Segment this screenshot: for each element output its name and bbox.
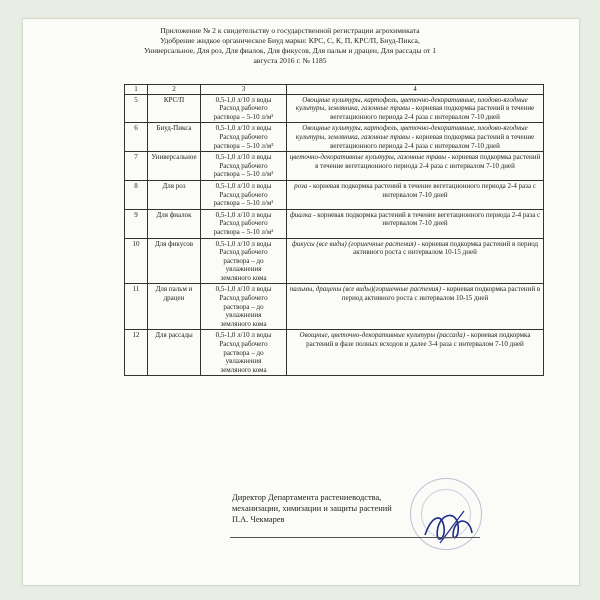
product-name: Универсальное (148, 152, 201, 181)
dosage-line: Расход рабочего (219, 248, 268, 257)
dosage-line: земляного кома (220, 319, 267, 328)
product-name: Для рассады (148, 330, 201, 376)
document-header (135, 26, 445, 66)
dosage-cell (201, 238, 287, 284)
dosage-line: 0,5-1,0 л/10 л воды (215, 124, 272, 133)
dosage-line: раствора – 5-10 л/м² (213, 199, 274, 208)
signer-title-line-1: Директор Департамента растениеводства, (232, 493, 382, 502)
table-row (125, 238, 544, 284)
signature-block (232, 492, 392, 525)
dosage-cell (201, 330, 287, 376)
table-row (125, 284, 544, 330)
row-number: 11 (125, 284, 148, 330)
application-cell (287, 123, 544, 152)
product-name: Для фиалок (148, 209, 201, 238)
dosage-line: 0,5-1,0 л/10 л воды (215, 239, 272, 248)
dosage-line: Расход рабочего (219, 340, 268, 349)
method-text: - корневая подкормка растений в течение вегетационного периода 2-4 раза с интервалом 7-10 дней (315, 153, 541, 170)
dosage-line: 0,5-1,0 л/10 л воды (215, 181, 272, 190)
application-cell (287, 94, 544, 123)
header-line-3: Универсальное, Для роз, Для фиалок, Для фикусов, Для пальм и драцен, Для рассады от 1 (143, 46, 437, 55)
dosage-line: раствора – до (223, 302, 264, 311)
application-cell (287, 238, 544, 284)
product-name: КРС/П (148, 94, 201, 123)
dosage-line: увлажнения (225, 357, 262, 366)
table-row (125, 152, 544, 181)
product-name: Для пальм и драцен (148, 284, 201, 330)
dosage-line: раствора – до (223, 256, 264, 265)
application-cell (287, 284, 544, 330)
column-header: 4 (287, 85, 544, 95)
dosage-line: раствора – 5-10 л/м² (213, 112, 274, 121)
header-line-1: Приложение № 2 к свидетельству о государственной регистрации агрохимиката (160, 26, 420, 35)
method-text: - корневая подкормка растений в период активного роста с интервалом 10-15 дней (341, 285, 541, 303)
crops-text: Овощные культуры, картофель, цветочно-декоративные, плодово-ягодные культуры, земляника, газонные травы (295, 124, 528, 141)
application-cell (287, 152, 544, 181)
signer-name: П.А. Чекмарев (232, 515, 285, 524)
dosage-cell (201, 152, 287, 181)
row-number: 6 (125, 123, 148, 152)
row-number: 10 (125, 238, 148, 284)
dosage-line: Расход рабочего (219, 132, 268, 141)
dosage-line: Расход рабочего (219, 294, 268, 303)
crops-text: роза (294, 181, 308, 190)
dosage-line: раствора – до (223, 348, 264, 357)
table-row (125, 94, 544, 123)
table-row (125, 209, 544, 238)
header-line-4: августа 2016 г. № 1185 (253, 56, 327, 65)
application-cell (287, 330, 544, 376)
column-header: 3 (201, 85, 287, 95)
application-cell (287, 180, 544, 209)
dosage-line: земляного кома (220, 273, 267, 282)
method-text: - корневая подкормка растений в течение вегетационного периода 2-4 раза с интервалом 7-10 дней (330, 104, 535, 121)
row-number: 8 (125, 180, 148, 209)
dosage-line: земляного кома (220, 365, 267, 374)
method-text: - корневая подкормка растений в течение вегетационного периода 2-4 раза с интервалом 7-10 дней (330, 132, 535, 150)
dosage-line: Расход рабочего (219, 104, 268, 113)
row-number: 9 (125, 209, 148, 238)
product-name: Биуд-Пикса (148, 123, 201, 152)
column-header: 2 (148, 85, 201, 95)
dosage-line: раствора – 5-10 л/м² (213, 141, 274, 150)
product-name: Для фикусов (148, 238, 201, 284)
crops-text: фикусы (все виды) (горшечные растения) (291, 239, 417, 248)
table-header-row (125, 85, 544, 95)
row-number: 12 (125, 330, 148, 376)
application-cell (287, 209, 544, 238)
handwritten-signature (420, 505, 480, 550)
dosage-cell (201, 94, 287, 123)
dosage-line: раствора – 5-10 л/м² (213, 170, 274, 179)
crops-text: Овощные культуры, картофель, цветочно-декоративные, плодово-ягодные культуры, земляника, газонные травы (295, 95, 528, 113)
crops-text: фиалка (289, 210, 312, 219)
method-text: - корневая подкормка растений в период активного роста с интервалом 10-15 дней (353, 239, 539, 257)
dosage-line: 0,5-1,0 л/10 л воды (215, 210, 272, 219)
dosage-line: 0,5-1,0 л/10 л воды (215, 95, 272, 104)
table-row (125, 330, 544, 376)
crops-text: цветочно-декоративные культуры, газонные травы (289, 153, 446, 162)
dosage-line: Расход рабочего (219, 190, 268, 199)
crops-text: Овощные, цветочно-декоративные культуры (рассада) (299, 331, 466, 340)
method-text: - корневая подкормка растений в фазе полных всходов и далее 3-4 раза с интервалом 7-10 дней (306, 331, 531, 349)
dosage-cell (201, 209, 287, 238)
product-name: Для роз (148, 180, 201, 209)
divider-line (230, 537, 480, 538)
row-number: 7 (125, 152, 148, 181)
table-row (125, 180, 544, 209)
table-row (125, 123, 544, 152)
dosage-line: раствора – 5-10 л/м² (213, 227, 274, 236)
row-number: 5 (125, 94, 148, 123)
dosage-cell (201, 180, 287, 209)
dosage-line: 0,5-1,0 л/10 л воды (215, 331, 272, 340)
fertilizer-table (124, 84, 544, 376)
dosage-line: 0,5-1,0 л/10 л воды (215, 285, 272, 294)
dosage-line: увлажнения (225, 311, 262, 320)
crops-text: пальмы, драцены (все виды)(горшечные растения) (289, 285, 441, 294)
signer-title-line-2: механизации, химизации и защиты растений (232, 504, 392, 513)
method-text: - корневая подкормка растений в течение вегетационного периода 2-4 раза с интервалом 7-10 дней (311, 210, 541, 228)
column-header: 1 (125, 85, 148, 95)
dosage-line: увлажнения (225, 265, 262, 274)
header-line-2: Удобрение жидкое органическое Биуд марки: КРС, С, К, П, КРС/П, Биуд-Пикса, (160, 36, 420, 45)
dosage-cell (201, 284, 287, 330)
dosage-cell (201, 123, 287, 152)
dosage-line: 0,5-1,0 л/10 л воды (215, 153, 272, 162)
dosage-line: Расход рабочего (219, 161, 268, 170)
method-text: - корневая подкормка растений в течение вегетационного периода 2-4 раза с интервалом 7-10 дней (307, 181, 536, 199)
dosage-line: Расход рабочего (219, 219, 268, 228)
